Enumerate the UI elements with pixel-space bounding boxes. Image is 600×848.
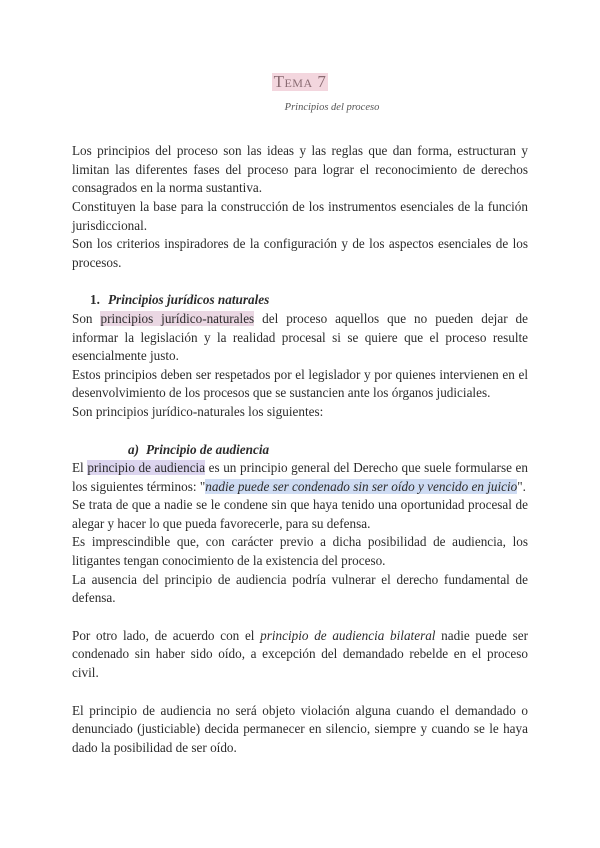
subsection-a-paragraph-4: La ausencia del principio de audiencia podría vulnerar el derecho fundamental de defensa. [72, 571, 528, 606]
text-run: del proceso aquellos que no pueden dejar de informar la legislación y la realidad procesal si se quiere que el proceso resulte esencialmente justo. [72, 310, 528, 364]
highlight-principios-juridico-naturales: principios jurídico-naturales [100, 310, 255, 326]
text-run: El [72, 460, 88, 476]
intro-paragraph-3: Son los criterios inspiradores de la configuración y de los aspectos esenciales de los procesos. [72, 236, 528, 270]
text-run: es un principio general del Derecho que suele formularse en los siguientes términos: " [72, 460, 528, 494]
spacer [72, 608, 528, 627]
subsection-a-heading [72, 441, 528, 460]
section-1-number: 1. [90, 292, 100, 308]
page-title: Tema 7 [273, 72, 327, 91]
text-run: Por otro lado, de acuerdo con el [72, 627, 261, 643]
subsection-a-paragraph-3: Es imprescindible que, con carácter previo a dicha posibilidad de audiencia, los litigantes tengan conocimiento de la existencia del proceso. [72, 534, 528, 569]
section-1-paragraph-3: Son principios jurídico-naturales los siguientes: [72, 403, 324, 419]
subsection-a-paragraph-1 [72, 459, 528, 496]
document-page [72, 0, 528, 757]
subsection-a-letter: a) [128, 441, 139, 457]
spacer [72, 683, 528, 702]
intro-paragraph-2: Constituyen la base para la construcción de los instrumentos esenciales de la función jurisdiccional. [72, 198, 528, 233]
highlight-principio-de-audiencia: principio de audiencia [87, 460, 206, 476]
section-1-title: Principios jurídicos naturales [108, 292, 270, 308]
text-run: nadie puede ser condenado sin haber sido oído, a excepción del demandado rebelde en el proceso civil. [72, 627, 528, 681]
intro-paragraph-1: Los principios del proceso son las ideas y las reglas que dan forma, estructuran y limitan las diferentes fases del proceso para lograr el reconocimiento de derechos consagrados en la norma sustantiva. [72, 143, 528, 196]
title-wrap [72, 73, 528, 93]
section-1-paragraph-2: Estos principios deben ser respetados por el legislador y por quienes intervienen en el desenvolvimiento de los procesos que se sustancien ante los órganos judiciales. [72, 366, 528, 401]
text-run: Son [72, 310, 101, 326]
text-run: ". [517, 478, 526, 494]
italic-principio-bilateral: principio de audiencia bilateral [260, 627, 436, 643]
subsection-a-paragraph-6: El principio de audiencia no será objeto violación alguna cuando el demandado o denunciado (justiciable) decida permanecer en silencio, siempre y cuando se le haya dado la posibilidad de ser oído. [72, 702, 528, 755]
subsection-a-paragraph-2: Se trata de que a nadie se le condene sin que haya tenido una oportunidad procesal de alegar y hacer lo que pueda favorecerle, para su defensa. [72, 497, 528, 531]
section-1-heading [72, 291, 528, 310]
subsection-a-paragraph-5 [72, 627, 528, 683]
subsection-a-title: Principio de audiencia [146, 441, 270, 457]
section-1-paragraph-1 [72, 310, 528, 366]
page-subtitle: Principios del proceso [284, 101, 380, 113]
highlight-quote: nadie puede ser condenado sin ser oído y vencido en juicio [205, 478, 518, 494]
intro-block [72, 142, 528, 272]
